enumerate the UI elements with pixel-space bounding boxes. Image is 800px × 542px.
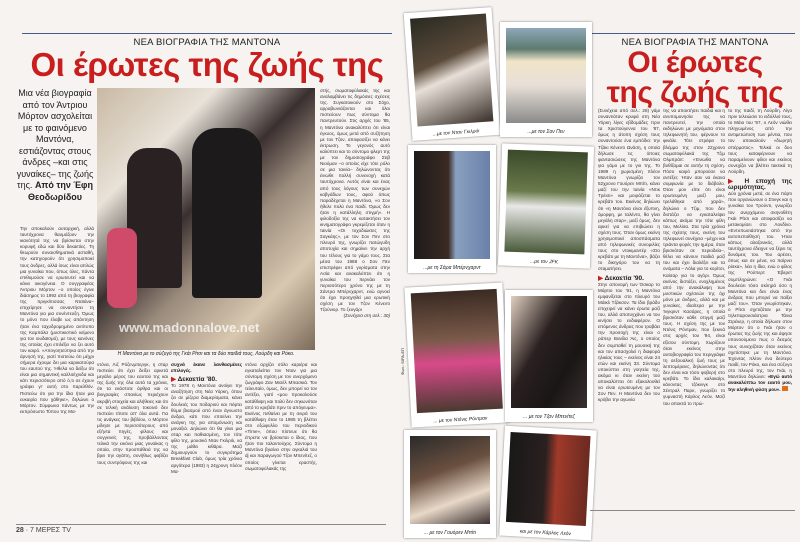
magazine-name: 7 ΜΕΡΕΣ TV xyxy=(30,527,71,534)
bottom-rule xyxy=(16,524,386,525)
photo xyxy=(414,151,490,259)
body-column-4: ντόνα αρχίζει σόλο καριέρα και εγκαταλείπει τον Νταν για μια σύντομη σχέση με τον ανερχόμενο ζωγράφο Ζαν Μισέλ Μπασκιά. Τον τελευταίο, όμως, δεν μπορεί να τον αντέξει, γιατί «μου προκαλούσε κατάθλιψη και πολύ δεν σηκωνόταν από το κρεβάτι πριν το απόγευμα». Εκείνος πεθαίνει με τη σειρά του κατάθλιψη όταν το 1985 τη βλέπει στο εξώφυλλο του περιοδικού «Time», όπου πίστευε ότι θα έπρεπε να βρίσκεται ο ίδιος, που ήταν πιο ταλαντούχος. Σύντομα η Μαντόνα βγαίνει στην αγκαλιά του dj και παραγωγού Τζον Μπενίτεζ, ο οποίος γίνεται εραστής, σωματοφύλακάς της xyxy=(245,362,317,471)
figure xyxy=(107,228,137,308)
headline-line-2: της ζωής της xyxy=(606,76,784,109)
photo xyxy=(506,28,586,123)
intro-deck xyxy=(16,88,94,203)
polaroid-photo xyxy=(404,7,501,141)
body-column-1 xyxy=(598,108,660,508)
polaroid-photo xyxy=(498,143,594,268)
headline: Οι έρωτες της ζωής της xyxy=(30,46,384,83)
body-column-3 xyxy=(171,362,242,524)
photo xyxy=(511,296,587,408)
polaroid-photo xyxy=(408,145,496,273)
col3-lead: συχνά έκανε λανθασμένες επιλογές. xyxy=(171,362,242,374)
caption: ...με τον Νταν Γκιλρόι xyxy=(432,128,480,138)
polaroid-photo xyxy=(404,430,496,538)
main-photo xyxy=(97,88,315,350)
photo xyxy=(411,289,503,413)
caption: ... με τον Τζον Μπενίτεζ xyxy=(523,414,575,420)
continued-note: (Συνέχεια στη σελ.: 30) xyxy=(343,313,390,319)
watermark: www.madonnalove.net xyxy=(119,320,260,335)
polaroid-photo xyxy=(500,22,592,137)
kicker: ΝΕΑ ΒΙΟΓΡΑΦΙΑ ΤΗΣ ΜΑΝΤΟΝΑ xyxy=(133,37,281,48)
col1b-text: Στην απονομή των Όσκαρ το Μάρτιο του '91, η Μαντόνα εμφανίζεται στο πλευρό του Μάικλ Τζάκσον. Τα ίδιο βράδυ επιχειρεί να κάνει έρωτα μαζί του, αλλά αποτυγχάνει να του κινήσει το ενδιαφέρον. Ο επόμενος άνδρας που τραβάει την προσοχή της είναι ο ράπερ Βανίλα Άις, ο οποίος δεν συμπαθεί τη μουσική της και τον απασχολεί η διαφορά ηλικίας τους – εκείνος είναι 24 ετών και εκείνη 33. Σύντομα υποκύπτει στη γοητεία της, ακόμα κι όταν εκείνη τού αποκαλύπτει ότι εξακολουθεί να είναι ερωτευμένη με τον Σον Πεν. Η Μαντόνα δεν του κρύβει την αγωνία xyxy=(598,281,660,403)
kicker: ΝΕΑ ΒΙΟΓΡΑΦΙΑ ΤΗΣ ΜΑΝΤΟΝΑ xyxy=(621,37,769,48)
col3b-text: Δύο χρόνια μετά, σε ένα πάρτι που οργανώνουν ο Στινγκ και η γυναίκα του Τρούντι, γνωρίζει τον ανερχόμενο σκηνοθέτη Γκάι Ρίτσι και αποφασίζει να μετακομίσει στο Λονδίνο. «Εντυπωσιάστηκα από την αυτοπεποίθησή του. Ήταν κάπως αλαζονικός, αλλά ταυτόχρονα έδειχνε να ξέρει τις δυνάμεις του. Του αρέσει, όπως και σε μένα, να παίρνει ρίσκα», λέει η ίδια, ενώ ο φίλος της Ρούπερτ Έβερετ συμπληρώνει: «Ο Γκάι δουλεύει τόσο σκληρά όσο η Μαντόνα και δεν είναι ένας άνδρας που μπορεί να παίξει μαζί του». Όταν γνωρίστηκαν, ο Ρίτσι σχετιζόταν με την τηλεπαρουσιάστρια Τάνια Στρέκερ, η οποία δήλωσε στον Μόρτον ότι ο Γκάι ήταν ο έρωτας της ζωής της και άφησε υπονοούμενα πως ο δεσμός τους συνεχιζόταν όταν εκείνος σχετίστηκε με τη Μαντόνα. Έχοντας πλέον ένα δεύτερο παιδί, τον Ρόκο, και ένα σύζυγο στο πλευρό της, τον Γκάι, η Μαντόνα δηλώνει: xyxy=(728,191,792,380)
figure xyxy=(192,128,262,298)
bottom-rule xyxy=(590,510,795,511)
body-column-3 xyxy=(728,108,792,508)
body-column-2: της να αποκτήσει παιδιά και η ανυπομονησία της να παντρευτεί, την οποία εκδηλώνει με μηνύματα στον τηλεφωνητή του, φέρνουν το φινάλε. Τότε στρέφει το βλέμμα της στον 22χρονο σωματοφύλακά της Τζιμ Ολμπράιτ: «Ένιωθα να βυθίζομαι σε αυτήν τη σχέση. Πόσο καιρό μπορούσε να αντέξει; Ήταν σαν να έκανα συμφωνία με το διάβολο. Όταν μου είπε ότι είναι ερωτευμένη μαζί μου, τρελάθηκα από χαρά», δηλώνει ο Τζιμ, που δεν διστάζει να εγκαταλείψει κάπως ακόμα την τότε φίλη του, Μελίσα. Στα τρία χρόνια της σχέσης τους, εκείνη του τηλεφωνεί συνέχεια –μέχρι και τριάντα φορές την ημέρα, όταν βρισκόταν σε περιοδεία–, θέλει να κάνουν παιδιά μαζί του και έχει διαλέξει και τα ονόματα – Λόλα για το κορίτσι, Καίσαρ για το αγόρι. Όμως εκείνος διστάζει, ενοχλημένος από την ανακάλυψη των μυστικών σχέσεών της όχι μόνο με άνδρες, αλλά και με γυναίκες, ιδιαίτερα με την Ίνγκριντ Κασάρες, η οποία βρισκόταν κάθε στιγμή μαζί τους. Η σχέση της με τον Ντένις Ρόντμαν, που ξεκινά στις αρχές του '94, είναι εξίσου σύντομη. Χωρίζουν όταν εκείνος στην αυτοβιογραφία του περιγράφει τη σεξουαλική ζωή τους με λεπτομέρειες, δηλώνοντας ότι δεν είναι και τόσο φοβερή στο κρεβάτι. Το ίδιο καλοκαίρι, κάνοντας τζόκινγκ στο Σέντραλ Παρκ, γνωρίζει το γυμναστή Κάρλος Λεόν. Μαζί του αποκτά το πρώ- xyxy=(663,108,725,406)
photo xyxy=(504,150,588,255)
subhead-maturity: ▶ Η εποχή της ωριμότητας. xyxy=(728,178,792,192)
subhead-80s: ▶ Δεκαετία '80. xyxy=(171,376,217,384)
page-number: 28 xyxy=(16,527,24,534)
caption: ...με τον Σον Πεν xyxy=(527,129,565,135)
byline: Από την Έφη Θεοδωρίδου xyxy=(27,180,93,202)
intro-text: Μια νέα βιογραφία από τον Άντριου Μόρτον ασχολείται με το φαινόμενο Μαντόνα, εστιάζοντας στους άνδρες –και στις γυναίκες– της ζωής της. xyxy=(16,88,94,190)
polaroid-photo xyxy=(404,283,509,428)
body-column-2: ντόνα, Λιζ Ρόζενμπεργκ, η σταρ πιστεύει ότι έχει δείξει αρκετά μεγάλο μέρος του εαυτού της και της ζωής της όλα αυτά τα χρόνια, ότι τα εκάστοτε άρθρα και οι βιογραφίες σπανίως περιέχουν ακριβή στοιχεία και αλήθειες και ότι σε τελική ανάλυση τοκοινό δεν πιστεύει τίποτε απ' όλα αυτά. Για τις ανάγκες του βιβλίου, ο Μόρτον μίλησε με περισσότερους από εξήντα πηγές, φίλους και συγγενείς της, προβάλλοντας τελικά την εικόνα μιας γυναίκας η οποία, στην προσπάθειά της να βρει την αγάπη, συνήθως φοβίζει τους συντρόφους της και xyxy=(97,362,168,465)
closing-quote: «Εγώ αυτό ανακαλύπτω τον εαυτό μου, την αληθινή φύση μου». xyxy=(728,374,792,393)
caption: ...με τη Σάρα Μπέρνχαρντ xyxy=(423,265,481,271)
footer: 28 · 7 ΜΕΡΕΣ TV xyxy=(16,527,71,534)
photo-caption: Η Μαντόνα με το σύζυγό της Γκάι Ρίτσι και τα δύο παιδιά τους, Λούρδη και Ρόκο. xyxy=(117,351,295,357)
subhead-90s: ▶ Δεκαετία '90. xyxy=(598,274,644,282)
polaroid-photo xyxy=(499,426,597,541)
photo xyxy=(410,436,490,524)
end-mark-icon xyxy=(782,386,788,391)
top-rule xyxy=(590,33,795,34)
photo xyxy=(410,13,493,126)
col5-text: στής, σωματοφύλακάς της και αναλαμβάνει τις δημόσιες σχέσεις της. Συγκατοικούν στο Σόχο, αρραβωνιάζονται και όλοι πιστεύουν πως σύντομα θα παντρευτούν. Στις αρχές του '85, η Μαντόνα ανακαλύπτει ότι είναι έγκυος, όμως μετά από συζήτηση με τον Τζον, αποφασίζει να κάνει έκτρωση. Το γεγονός αυτό καλύπτει και το σύντομο φλερτ της με τον δημοσιογράφο Στιβ Νιούμαν –ο οποίος είχε τότε ρόλο σε μια ταινία– δηλώνοντας ότι ένιωθε πολλή συνενοχή κατά ταυτόχρονα. Αυτός είναι και ένας από τους λόγους των συνεχών καβγάδων τους, αφού όπως παραδέχεται η Μαντόνα, «ο Σον ήθελε πολύ ένα παιδί. Όμως δεν ήταν η κατάλληλη στιγμή». Η φιλοδοξία της να κατακτήσει τον κινηματογράφο γκρεμίζεται όταν η ταινία «Οι τυχοδιώκτες της Σαγκάης», με τον Σον Πεν στο πλευρό της, γνωρίζει πατώγυδη αποτυχία και σημαίνει την αρχή του τέλους για το γάμο τους. Στα μέσα του 1988 ο Σον Πεν επιστρέφει από γυρίσματα στην Ασία και ανακαλύπτει ότι η γυναίκα του περνάει τον περισσότερο χρόνο της με τη Σάντρα Μπέρνχαρντ, ενώ αγνοεί ότι έχει προηγηθεί μια ερωτική σχέση με τον Τζον Κένεντι Τζούνιορ. Το ζευγάρι xyxy=(320,88,390,313)
polaroid-photo xyxy=(505,290,593,422)
photo-credit: Φωτ.: SIPA-ΕΠ xyxy=(400,348,405,375)
caption: και με τον Κάρλος Λεόν xyxy=(519,528,572,538)
body-column-5 xyxy=(320,88,390,520)
caption: ... με τον Γουόρεν Μπίτι xyxy=(423,530,477,536)
photo xyxy=(506,432,591,526)
col3-text: το της παιδί, τη Λούρδη. Λίγο πριν τελειώσει το ειδύλλιό τους, το Μάιο του '97, ο Λεόν νιώθει πληγωμένος από την αντιμετώπιση των μέντια, που τον αποκαλούν «δωρητή σπέρματος». Τελικά οι δυο τους καταφέρνουν να παραμείνουν φίλοι και εκείνος συνεχίζει να βλέπει τακτικά τη Λούρδη. xyxy=(728,108,792,174)
subhead-text: Η εποχή της ωριμότητας. xyxy=(728,178,792,192)
body-column-1: Την αποκαλούν αυταρχική, αλλά ταυτόχρονα θαυμάζουν την ικανότητά της να βρίσκεται στην κορυφή εδώ και δύο δεκαετίες. Τη θεωρούν συναισθηματικά ασταθή, την κατηγορούν ότι χρησιμοποιεί τους άνδρες, αλλά ίσως είναι απλώς μια γυναίκα που, όπως όλες, πάντα επιθυμούσε να ερωτευτεί και να κάνει οικογένεια. Ο συγγραφέας Άντριου Μόρτον –ο οποίος έγινε διάσημος το 1992 από τη βιογραφία της πριγκίπισσας Νταϊάνα– επιχείρησε να συναντήσει τη Μαντόνα για μια συνέντευξη. Όμως το μόνο που έλαβε ως απάντηση ήταν ένα ταχυδρομημένο αντίτυπο της Καμπάλα (μυστικιστικό κείμενο για τον ιουδαϊσμό), με τους κανόνες της οποίας έχει επιλέξει να ζει αυτό τον καιρό. «Απογοητεύτηκα από την άρνησή της, γιατί πιστεύω ότι μέχρι σήμερα έχουμε δει μια καρικατούρα του εαυτού της. Ήθελα να δείξω ότι είναι μια σημαντική καλλιτέχνιδα και κάτι περισσότερο από ό,τι σε έχουν γράψει γι' αυτή στο παρελθόν. Πιστεύω ότι για την ίδια ήταν μια ευκαιρία που χάθηκε», δηλώνει ο Μόρτον. Σύμφωνα πάντως με την εκπρόσωπο Τύπου της Μα- xyxy=(20,226,94,414)
top-rule xyxy=(22,33,392,34)
subhead-text: Δεκαετία '90. xyxy=(604,274,644,282)
caption: ...με τον JFK xyxy=(530,258,559,266)
caption: ... με τον Ντένις Ρόντμαν xyxy=(433,415,488,425)
col3-text: Το 1978 η Μαντόνα ανοίγει την αναζήτηση στη Νέα Υόρκη, όπου ζει σε μίζερα διαμερίσματα, κάνει δουλειές του ποδαριού και πέφτει θύμα βιασμού από έναν άγνωστο άνδρα, κάτι που επιτείνει την ανάγκη της για απομόνωση και μοναξιά. Δηλώνει ότι θα γίνει μια σταρ και παθιασμένη, τον τότε φίλο της, μουσικό Νταν Γκιλρόι, να της μάθει κιθάρα. Μαζί δημιουργούν το συγκρότημα Breakfast Club, όμως τρία χρόνια αργότερα (1983) η 24χρονη πλέον Μα- xyxy=(171,383,242,474)
subhead-text: Δεκαετία '80. xyxy=(177,376,217,384)
right-page xyxy=(400,0,800,542)
headline-line-1: Οι έρωτες xyxy=(627,46,763,79)
col1-text: (Συνέχεια από σελ.: 28) γάμι συναντιόταν κρυφά στη Νέα Υόρκη λίγες εβδομάδες πριν τα Χριστούγεννα του '87, όμως η άτοπη σχέση τους συναντούσε ένα εμπόδιο: την Τζάκι Κένεντι Ωνάση, η οποία δήλωσε τις όποιες φαντασιώσεις της Μαντόνα για γάμο με το γιο της. Το 1989 η χωρισμένη πλέον Μαντόνα γνωρίζει τον 52χρονο Γουόρεν Μπίτι, κάνει μαζί του την ταινία «Ντικ Τρέισι» και μοιράζεται το κρεβάτι του. Εκείνος δηλώνει ότι «η Μαντόνα είναι έξυπνη, όμορφη, με ταλέντο, θα γίνει μεγάλη σταρ», μαζί όμως, δεν αρκεί για να επιβιώσει η σχέση τους. Όταν όμως εκείνη χρησιμοποιεί αποσπάσματα από τηλεφωνικές συνομιλίες τους στο ντοκιμαντέρ «Στο κρεβάτι με τη Μαντόνα», βάζει το δικηγόρο του να τη σταματήσει. xyxy=(598,108,660,272)
